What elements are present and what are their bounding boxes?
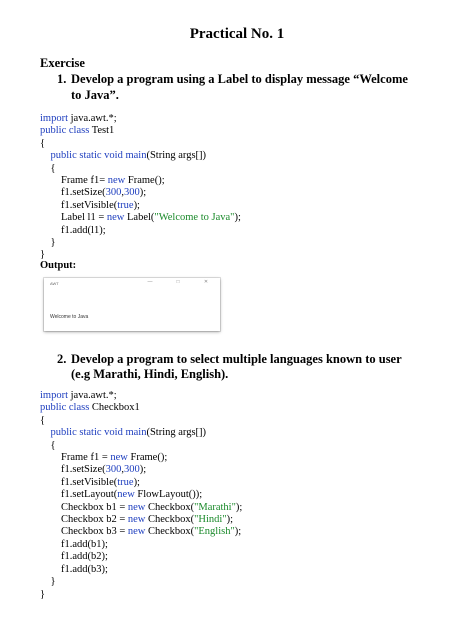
code-token: new xyxy=(106,212,125,224)
code-token: true xyxy=(117,199,134,211)
code-token: } xyxy=(40,237,56,249)
code-token: public static void xyxy=(50,150,123,162)
code-token: f1.setSize( xyxy=(40,187,106,199)
code-token: new xyxy=(127,526,146,538)
code-token: ); xyxy=(139,187,147,199)
code-token: Frame(); xyxy=(125,175,165,187)
code-token: "Hindi" xyxy=(194,514,227,526)
code-token: Checkbox b3 = xyxy=(40,526,128,538)
code-token: Label( xyxy=(124,212,155,224)
code-token: java.awt.*; xyxy=(68,113,117,124)
code-line xyxy=(40,452,242,464)
output-window xyxy=(44,278,220,331)
code-token: "Marathi" xyxy=(194,501,236,513)
code-line xyxy=(40,502,242,514)
code-line xyxy=(40,150,241,162)
code-line xyxy=(40,589,242,601)
code-line xyxy=(40,212,241,224)
code-line xyxy=(40,514,242,526)
code-line xyxy=(40,237,241,249)
code-token: Frame f1= xyxy=(40,175,108,187)
code-token: "Welcome to Java" xyxy=(154,212,235,224)
code-token: 300 xyxy=(124,187,140,199)
code-line xyxy=(40,464,242,476)
code-token: (String args[]) xyxy=(146,150,207,162)
code-line xyxy=(40,402,242,414)
code-token: java.awt.*; xyxy=(68,390,117,401)
window-title: AWT xyxy=(50,281,59,286)
code-token: f1.setSize( xyxy=(40,464,106,476)
code-token: Label l1 = xyxy=(40,212,107,224)
code-token: { xyxy=(40,414,46,426)
code-line xyxy=(40,175,241,187)
code-line xyxy=(40,163,241,175)
code-line xyxy=(40,415,242,427)
code-line xyxy=(40,125,241,137)
code-token: , xyxy=(121,187,124,199)
code-line xyxy=(40,526,242,538)
code-token: ); xyxy=(226,514,233,526)
maximize-icon[interactable]: □ xyxy=(176,279,180,285)
code-line xyxy=(40,576,242,588)
code-token: { xyxy=(40,137,46,149)
code-line xyxy=(40,390,242,402)
code-token: main xyxy=(125,150,147,162)
code-token: f1.add(b3); xyxy=(40,563,108,575)
code-token: "English" xyxy=(194,526,235,538)
code-token: { xyxy=(40,439,56,451)
code-token: 300 xyxy=(105,187,122,199)
code-token: { xyxy=(40,162,56,174)
code-token: } xyxy=(40,249,46,261)
code-token: ); xyxy=(133,199,140,211)
code-token: f1.setLayout( xyxy=(40,489,118,501)
code-token: , xyxy=(121,464,124,476)
code-token: import xyxy=(40,390,68,401)
code-token: main xyxy=(125,427,147,439)
code-token: Checkbox b2 = xyxy=(40,514,128,526)
code-token xyxy=(40,427,51,438)
code-line xyxy=(40,200,241,212)
code-line xyxy=(40,440,242,452)
output-label: Output: xyxy=(40,260,77,271)
page-title: Practical No. 1 xyxy=(189,26,285,42)
close-icon[interactable]: ✕ xyxy=(203,279,209,285)
code-token: f1.add(b2); xyxy=(40,551,108,563)
code-line xyxy=(40,187,241,199)
question-1-line-2: to Java”. xyxy=(71,88,119,102)
code-token: (String args[]) xyxy=(146,427,207,439)
code-token: ); xyxy=(234,526,242,538)
code-token: new xyxy=(117,489,135,501)
window-label: Welcome to Java xyxy=(50,314,89,320)
code-token: FlowLayout()); xyxy=(134,489,203,501)
code-token xyxy=(40,150,51,161)
code-token: new xyxy=(127,501,146,513)
code-token: new xyxy=(127,514,146,526)
code-token: Checkbox( xyxy=(145,501,195,513)
code-block-1 xyxy=(40,113,241,262)
code-token: Frame(); xyxy=(127,452,168,464)
code-token: } xyxy=(40,576,56,588)
code-token: Checkbox1 xyxy=(89,402,140,414)
code-line xyxy=(40,564,242,576)
code-token: f1.add(l1); xyxy=(40,224,106,236)
code-line xyxy=(40,477,242,489)
minimize-icon[interactable]: — xyxy=(147,279,153,285)
code-token: true xyxy=(117,476,134,488)
code-token: f1.add(b1); xyxy=(40,538,108,550)
code-token: f1.setVisible( xyxy=(40,199,118,211)
code-token: ); xyxy=(235,501,243,513)
code-token: public static void xyxy=(50,427,123,439)
code-token: public class xyxy=(40,402,90,414)
code-token: Checkbox b1 = xyxy=(40,501,128,513)
code-token: Checkbox( xyxy=(145,514,195,526)
code-token: f1.setVisible( xyxy=(40,476,118,488)
code-token: Test1 xyxy=(89,125,115,137)
code-line xyxy=(40,489,242,501)
question-2-number: 2. xyxy=(57,352,67,366)
code-line xyxy=(40,113,241,125)
code-line xyxy=(40,551,242,563)
code-token: } xyxy=(40,588,46,600)
code-token: ); xyxy=(234,212,241,224)
code-token: 300 xyxy=(124,464,140,476)
question-2-line-1: Develop a program to select multiple languages known to user xyxy=(71,352,402,366)
code-token: import xyxy=(40,113,68,124)
code-line xyxy=(40,138,241,150)
code-token: ); xyxy=(139,464,147,476)
code-token: new xyxy=(107,175,126,187)
code-token: 300 xyxy=(105,464,122,476)
code-line xyxy=(40,225,241,237)
exercise-heading: Exercise xyxy=(40,56,85,70)
code-block-2 xyxy=(40,390,242,601)
question-1-number: 1. xyxy=(57,72,67,86)
question-2-line-2: (e.g Marathi, Hindi, English). xyxy=(71,367,229,381)
code-token: Checkbox( xyxy=(145,526,195,538)
code-token: public class xyxy=(40,125,90,137)
code-token: Frame f1 = xyxy=(40,452,111,464)
code-token: ); xyxy=(133,476,140,488)
code-line xyxy=(40,427,242,439)
code-line xyxy=(40,539,242,551)
code-token: new xyxy=(110,452,128,464)
question-1-line-1: Develop a program using a Label to display message “Welcome xyxy=(71,72,408,86)
